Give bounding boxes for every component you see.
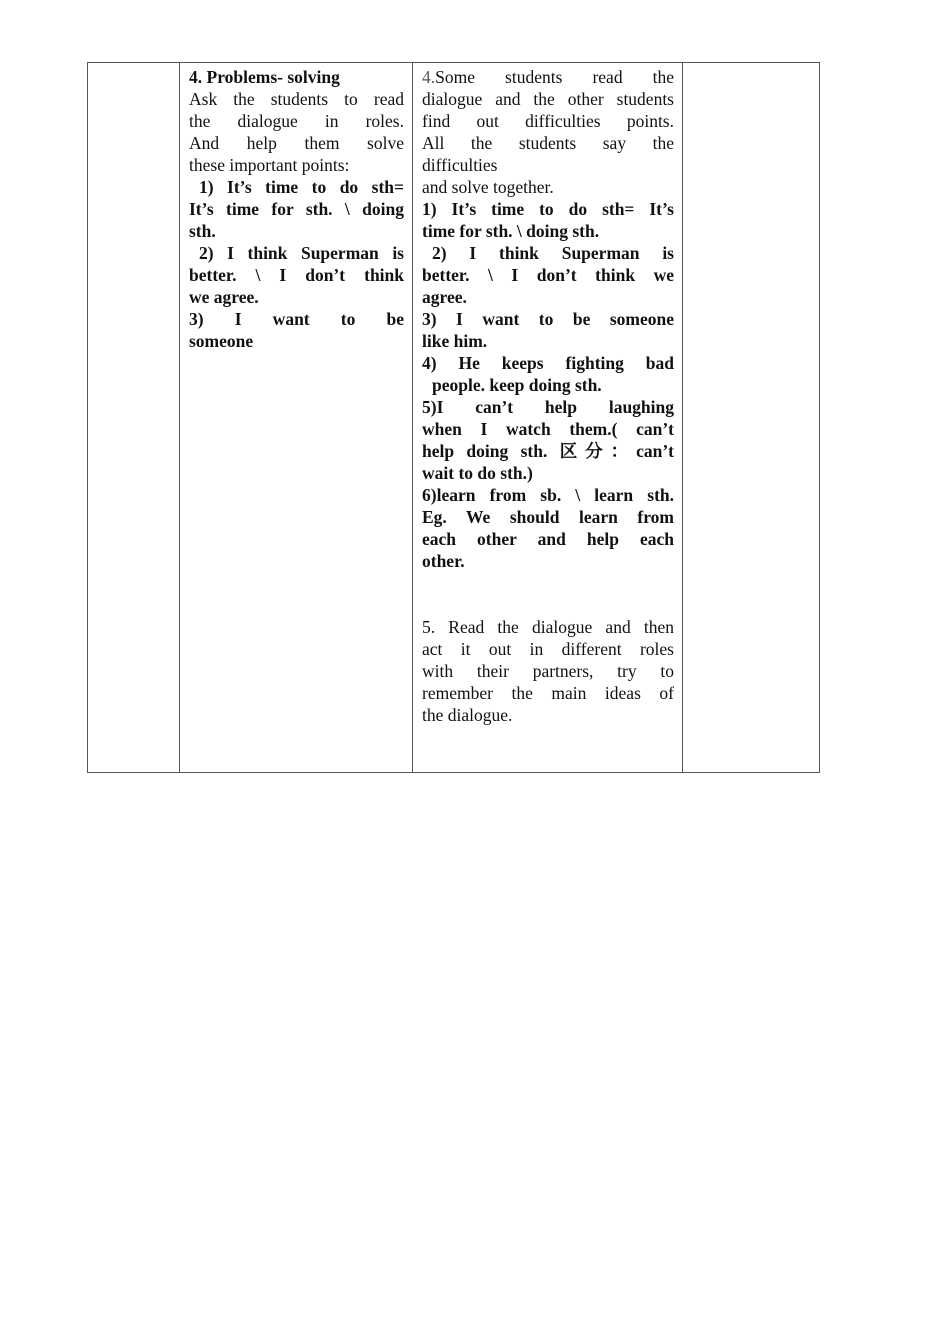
item5-line: act it out in different roles: [422, 639, 674, 659]
point-line: like him.: [422, 331, 488, 351]
item4-line: difficulties: [422, 155, 498, 175]
intro-line: And help them solve: [189, 133, 404, 153]
point-line: time for sth. \ doing sth.: [422, 221, 600, 241]
section-heading: 4. Problems- solving: [189, 67, 340, 87]
point-line: sth.: [189, 221, 216, 241]
table-row: [88, 63, 820, 773]
item5-line: 5. Read the dialogue and then: [422, 617, 674, 637]
item4-line: and solve together.: [422, 177, 554, 197]
point-line: when I watch them.( can’t: [422, 419, 674, 439]
item4-line: [422, 66, 674, 88]
point-line: better. \ I don’t think: [189, 265, 404, 285]
point-line: 3) I want to be: [189, 309, 404, 329]
teacher-activity-cell: [180, 63, 413, 773]
point-line: Eg. We should learn from: [422, 507, 674, 527]
point-line: 3) I want to be someone: [422, 309, 674, 329]
point-line: 4) He keeps fighting bad: [422, 353, 674, 373]
item4-text: Some students read the: [435, 67, 674, 87]
point-line: 1) It’s time to do sth= It’s: [422, 199, 674, 219]
item4-number: 4.: [422, 67, 436, 87]
item4-line: find out difficulties points.: [422, 111, 674, 131]
point-line: each other and help each: [422, 529, 674, 549]
point-line: wait to do sth.): [422, 463, 533, 483]
item5-line: remember the main ideas of: [422, 683, 674, 703]
point-line: 1) It’s time to do sth=: [199, 177, 404, 197]
lesson-plan-table: [87, 62, 820, 773]
intro-line: the dialogue in roles.: [189, 111, 404, 131]
intro-line: these important points:: [189, 155, 350, 175]
point-line: 6)learn from sb. \ learn sth.: [422, 485, 674, 505]
point-line: other.: [422, 551, 465, 571]
item4-line: All the students say the: [422, 133, 674, 153]
point-line: 2) I think Superman is: [432, 243, 674, 263]
point-line: someone: [189, 331, 254, 351]
item4-line: dialogue and the other students: [422, 89, 674, 109]
column-4-cell: [683, 63, 820, 773]
point-line: better. \ I don’t think we: [422, 265, 674, 285]
point-line: people. keep doing sth.: [432, 375, 602, 395]
point-line: 2) I think Superman is: [199, 243, 404, 263]
item5-line: the dialogue.: [422, 705, 513, 725]
item5-line: with their partners, try to: [422, 661, 674, 681]
point-line: 5)I can’t help laughing: [422, 397, 674, 417]
spacer: [422, 572, 674, 616]
point-line: we agree.: [189, 287, 259, 307]
point-line: It’s time for sth. \ doing: [189, 199, 404, 219]
point-line: help doing sth. 区分：can’t: [422, 441, 674, 461]
point-line: agree.: [422, 287, 467, 307]
column-1-cell: [88, 63, 180, 773]
intro-line: Ask the students to read: [189, 89, 404, 109]
student-activity-cell: [413, 63, 683, 773]
